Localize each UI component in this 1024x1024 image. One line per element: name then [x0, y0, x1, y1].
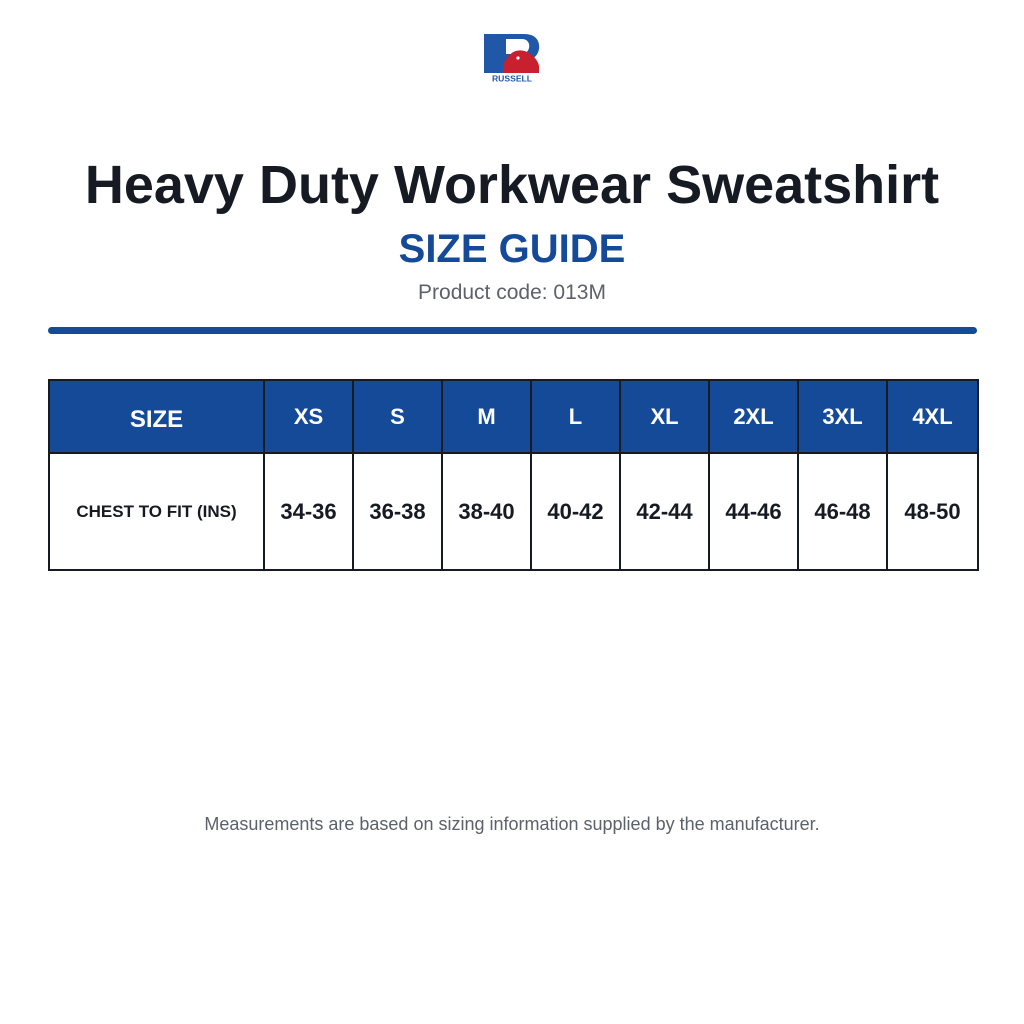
row-label-chest: CHEST TO FIT (INS) — [49, 453, 264, 570]
size-header-cell: 3XL — [798, 380, 887, 453]
measurement-cell: 46-48 — [798, 453, 887, 570]
russell-logo-mark — [482, 33, 542, 83]
size-header-cell: 2XL — [709, 380, 798, 453]
product-code: Product code: 013M — [418, 281, 606, 304]
size-header-row — [49, 380, 978, 453]
size-header-cell: XL — [620, 380, 709, 453]
size-header-label: SIZE — [49, 380, 264, 453]
divider — [48, 327, 977, 334]
measurement-cell: 34-36 — [264, 453, 353, 570]
measurement-cell: 42-44 — [620, 453, 709, 570]
size-header-cell: XS — [264, 380, 353, 453]
size-header-cell: S — [353, 380, 442, 453]
measurement-cell: 38-40 — [442, 453, 531, 570]
measurement-cell: 48-50 — [887, 453, 978, 570]
size-header-cell: 4XL — [887, 380, 978, 453]
size-header-cell: M — [442, 380, 531, 453]
measurement-cell: 36-38 — [353, 453, 442, 570]
measurement-cell: 40-42 — [531, 453, 620, 570]
footnote: Measurements are based on sizing information supplied by the manufacturer. — [204, 814, 820, 834]
size-table — [48, 379, 979, 571]
page-title: Heavy Duty Workwear Sweatshirt — [84, 155, 940, 215]
russell-logo — [482, 33, 542, 83]
logo-wordmark: RUSSELL — [491, 73, 533, 83]
table-row — [49, 453, 978, 570]
size-guide-heading: SIZE GUIDE — [398, 227, 626, 271]
measurement-cell: 44-46 — [709, 453, 798, 570]
size-header-cell: L — [531, 380, 620, 453]
